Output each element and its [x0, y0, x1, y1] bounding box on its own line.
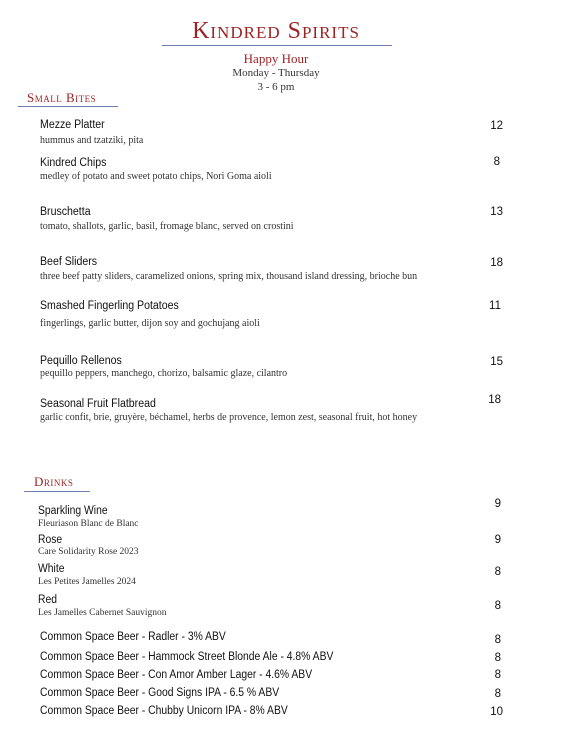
menu-item-name: Bruschetta — [40, 206, 91, 218]
section-heading-small-bites: Small Bites — [27, 90, 97, 105]
beer-name: Common Space Beer - Radler - 3% ABV — [40, 631, 226, 643]
section-divider-drinks — [24, 491, 90, 492]
beer-name: Common Space Beer - Good Signs IPA - 6.5 % ABV — [40, 687, 280, 699]
drink-price: 8 — [494, 652, 501, 664]
menu-title: Kindred Spirits — [192, 18, 360, 44]
menu-item-description: pequillo peppers, manchego, chorizo, balsamic glaze, cilantro — [40, 368, 288, 379]
happy-hour-days: Monday - Thursday — [232, 67, 320, 79]
beer-name: Common Space Beer - Hammock Street Blonde Ale - 4.8% ABV — [40, 651, 334, 663]
section-divider-small-bites — [18, 106, 118, 107]
menu-item-price: 18 — [488, 394, 501, 406]
drink-price: 8 — [494, 600, 501, 612]
menu-item-name: Beef Sliders — [40, 256, 98, 268]
menu-item-description: hummus and tzatziki, pita — [40, 135, 144, 146]
drink-price: 9 — [494, 498, 501, 510]
menu-item-description: garlic confit, brie, gruyère, béchamel, herbs de provence, lemon zest, seasonal fruit, hot honey — [40, 412, 418, 423]
drink-description: Fleuriason Blanc de Blanc — [38, 519, 139, 529]
menu-item-name: Mezze Platter — [40, 119, 105, 131]
menu-item-name: Kindred Chips — [40, 157, 107, 169]
menu-item-name: Seasonal Fruit Flatbread — [40, 398, 156, 410]
drink-name: White — [38, 563, 65, 575]
menu-item-name: Pequillo Rellenos — [40, 355, 122, 367]
menu-item-price: 8 — [493, 156, 500, 168]
menu-item-name: Smashed Fingerling Potatoes — [40, 300, 179, 312]
menu-item-description: three beef patty sliders, caramelized onions, spring mix, thousand island dressing, brioche bun — [40, 271, 418, 282]
menu-item-description: fingerlings, garlic butter, dijon soy and gochujang aioli — [40, 318, 260, 329]
menu-item-price: 12 — [490, 120, 503, 132]
menu-item-description: tomato, shallots, garlic, basil, fromage blanc, served on crostini — [40, 221, 294, 232]
drink-description: Les Petites Jamelles 2024 — [38, 577, 136, 587]
drink-description: Care Solidarity Rose 2023 — [38, 547, 139, 557]
drink-name: Red — [38, 594, 57, 606]
happy-hour-times: 3 - 6 pm — [257, 81, 295, 93]
drink-price: 8 — [494, 566, 501, 578]
menu-item-price: 13 — [490, 206, 503, 218]
drink-description: Les Jamelles Cabernet Sauvignon — [38, 608, 167, 618]
beer-name: Common Space Beer - Chubby Unicorn IPA - 8% ABV — [40, 705, 288, 717]
menu-item-description: medley of potato and sweet potato chips, Nori Goma aioli — [40, 171, 272, 182]
menu-item-price: 15 — [490, 356, 503, 368]
menu-item-price: 18 — [490, 257, 503, 269]
drink-name: Rose — [38, 534, 63, 546]
drink-price: 8 — [494, 688, 501, 700]
title-divider — [162, 45, 392, 46]
menu-item-price: 11 — [489, 300, 501, 312]
drink-price: 8 — [494, 669, 501, 681]
happy-hour-subtitle: Happy Hour — [243, 51, 309, 66]
drink-price: 10 — [490, 706, 503, 718]
drink-price: 8 — [494, 634, 501, 646]
drink-name: Sparkling Wine — [38, 505, 108, 517]
drink-price: 9 — [494, 534, 501, 546]
beer-name: Common Space Beer - Con Amor Amber Lager - 4.6% ABV — [40, 669, 313, 681]
section-heading-drinks: Drinks — [34, 474, 74, 489]
